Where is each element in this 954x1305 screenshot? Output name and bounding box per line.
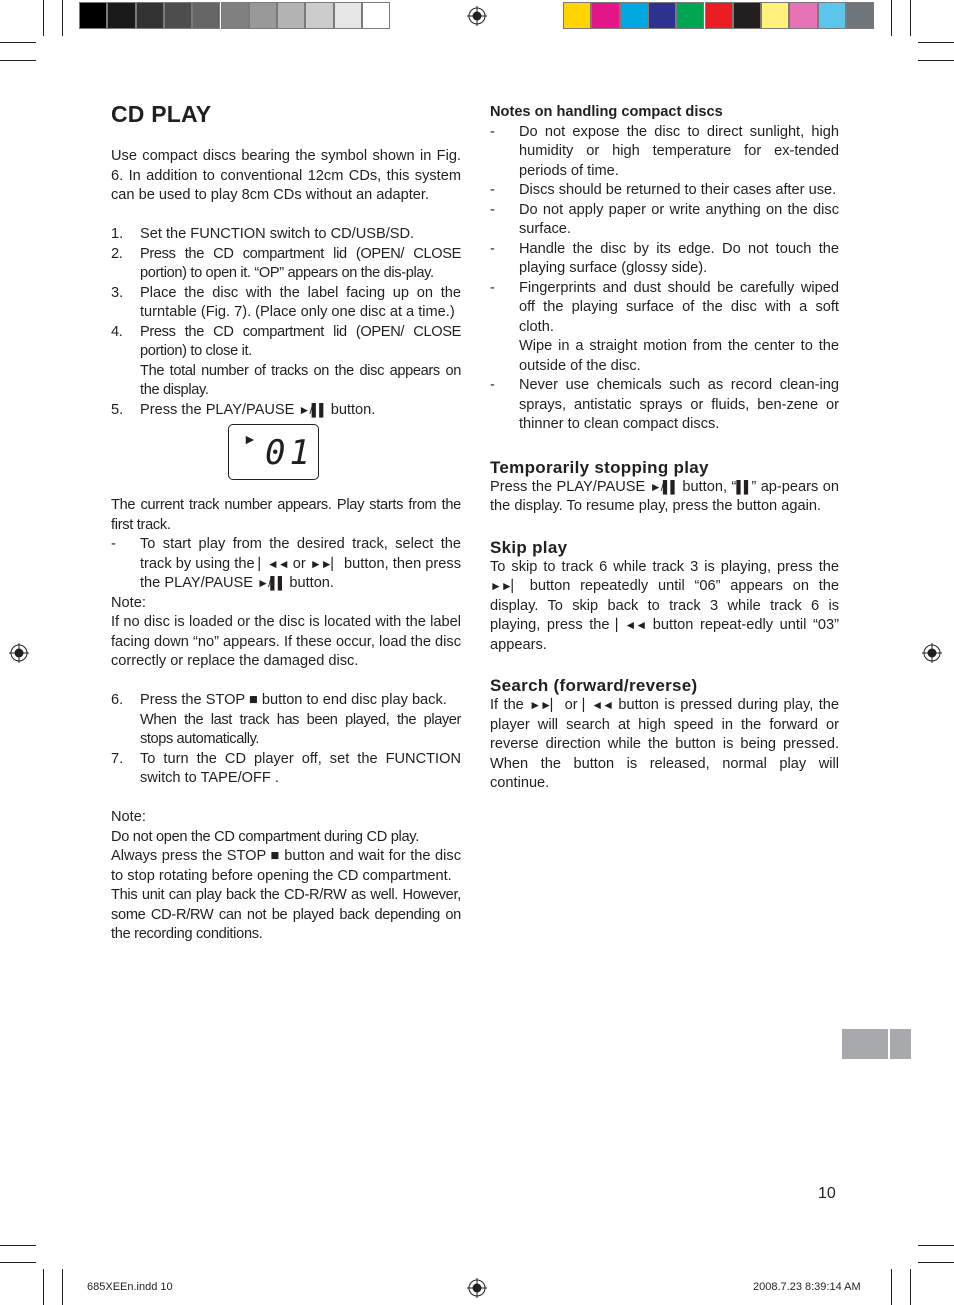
right-column [490,103,839,794]
temp-stop-text: Press the PLAY/PAUSE ►/▌▌ button, “▌▌” ap-pears on the display. To resume play, press the button again. [490,478,839,514]
stop-icon: ■ [270,848,280,864]
list-item: - Do not expose the disc to direct sunlight, high humidity or high temperature for ex-tended periods of time. [490,123,839,179]
play-pause-icon: ►/▌▌ [649,479,678,494]
previous-track-icon: ▏◄◄ [616,618,647,632]
track-appears-text: The current track number appears. Play starts from the first track. [111,497,461,533]
color-swatch [591,2,619,29]
list-item: 4. Press the CD compartment lid (OPEN/ CLOSE portion) to close it. The total number of tracks on the disc appears on the display. [111,323,461,398]
gray-swatch [79,2,107,29]
color-swatch [620,2,648,29]
crop-mark [0,1262,36,1263]
play-pause-icon: ►/▌▌ [298,402,327,417]
color-swatch [761,2,789,29]
previous-track-icon: ▏◄◄ [258,556,289,571]
crop-mark [62,0,63,36]
steps-list-2 [111,691,461,789]
registration-mark-icon [9,643,29,663]
crop-mark [0,60,36,61]
gray-swatch [107,2,135,29]
crop-mark [918,42,954,43]
lcd-display-figure [228,424,319,480]
crop-mark [910,1269,911,1305]
gray-swatch [362,2,390,29]
crop-mark [43,1269,44,1305]
handling-notes-list [490,123,839,435]
gray-swatch [249,2,277,29]
section-tab [842,1029,888,1059]
previous-track-icon: ▏◄◄ [582,698,613,712]
crop-mark [62,1269,63,1305]
registration-mark-icon [467,6,487,26]
crop-mark [891,0,892,36]
color-swatch [676,2,704,29]
list-item: - Handle the disc by its edge. Do not touch the playing surface (glossy side). [490,240,839,276]
steps-list [111,225,461,420]
list-item: - Fingerprints and dust should be carefully wiped off the playing surface of the disc with a soft cloth. Wipe in a straight motion from the center to the outside of the disc. [490,279,839,374]
start-from-list [111,535,461,594]
list-item: - Do not apply paper or write anything on the disc surface. [490,201,839,237]
crop-mark [918,1262,954,1263]
list-item: 6. Press the STOP ■ button to end disc play back. When the last track has been played, the player stops automatically. [111,692,461,747]
next-track-icon: ►►▏ [309,556,340,571]
color-swatch [648,2,676,29]
color-swatch [733,2,761,29]
color-swatch [705,2,733,29]
note2-line2: Always press the STOP ■ button and wait for the disc to stop rotating before opening the CD compartment. [111,848,461,884]
play-pause-icon: ►/▌▌ [257,576,286,590]
temp-stop-heading: Temporarily stopping play [490,457,709,477]
search-heading: Search (forward/reverse) [490,676,698,695]
note-label: Note: [111,594,146,611]
crop-mark [43,0,44,36]
color-swatch [846,2,874,29]
stop-icon: ■ [248,692,258,708]
gray-swatch [221,2,249,29]
gray-swatch [305,2,333,29]
notes-heading: Notes on handling compact discs [490,104,723,120]
crop-mark [918,1245,954,1246]
crop-mark [0,42,36,43]
page-number: 10 [818,1185,836,1202]
pause-icon: ▌▌ [736,479,752,494]
skip-play-heading: Skip play [490,537,568,557]
note2-label: Note: [111,809,146,825]
search-text: If the ►►▏ or ▏◄◄ button is pressed during play, the player will search at high speed in the forward or reverse direction while the button is being pressed. When the button is released, normal play will continue. [490,697,839,791]
list-item: 5. Press the PLAY/PAUSE ►/▌▌ button. [111,401,376,418]
page-title: CD PLAY [111,101,212,127]
gray-swatch [136,2,164,29]
note-text: If no disc is loaded or the disc is located with the label facing down “no” appears. If these occur, load the disc correctly or replace the damaged disc. [111,614,461,669]
crop-mark [0,1245,36,1246]
registration-mark-icon [922,643,942,663]
color-swatch [818,2,846,29]
track-number-display: 01 [265,433,314,473]
section-tab [890,1029,911,1059]
list-item: 2. Press the CD compartment lid (OPEN/ CLOSE portion) to open it. “OP” appears on the dis-play. [111,245,461,281]
play-icon: ► [243,431,257,447]
slug-timestamp: 2008.7.23 8:39:14 AM [753,1281,861,1293]
crop-mark [918,60,954,61]
skip-play-text: To skip to track 6 while track 3 is playing, press the ►►▏ button repeatedly until “06” appears on the display. To skip back to track 3 while track 6 is playing, press the ▏◄◄ button repeat-edly until “03” appears. [490,558,839,653]
list-item: 7. To turn the CD player off, set the FUNCTION switch to TAPE/OFF . [111,750,461,786]
crop-mark [910,0,911,36]
left-column [111,100,461,945]
gray-swatch [277,2,305,29]
list-item: - To start play from the desired track, select the track by using the ▏◄◄ or ►►▏ button, then press the PLAY/PAUSE ►/▌▌ button. [111,536,461,591]
note2-line3: This unit can play back the CD-R/RW as well. However, some CD-R/RW can not be played back depending on the recording conditions. [111,887,461,942]
crop-mark [891,1269,892,1305]
color-swatch [789,2,817,29]
list-item: - Discs should be returned to their cases after use. [490,182,837,198]
next-track-icon: ►►▏ [490,579,520,593]
registration-mark-icon [467,1278,487,1298]
next-track-icon: ►►▏ [529,698,560,712]
list-item: 1. Set the FUNCTION switch to CD/USB/SD. [111,226,415,242]
list-item: 3. Place the disc with the label facing up on the turntable (Fig. 7). (Place only one disc at a time.) [111,284,461,320]
note2-line1: Do not open the CD compartment during CD play. [111,828,419,845]
slug-filename: 685XEEn.indd 10 [87,1281,173,1293]
gray-swatch [164,2,192,29]
gray-swatch [334,2,362,29]
gray-swatch [192,2,220,29]
intro-paragraph: Use compact discs bearing the symbol shown in Fig. 6. In addition to conventional 12cm CDs, this system can be used to play 8cm CDs without an adapter. [111,148,461,203]
list-item: - Never use chemicals such as record clean-ing sprays, antistatic sprays or fluids, ben-zene or thinner to clean compact discs. [490,377,839,432]
color-swatch [563,2,591,29]
